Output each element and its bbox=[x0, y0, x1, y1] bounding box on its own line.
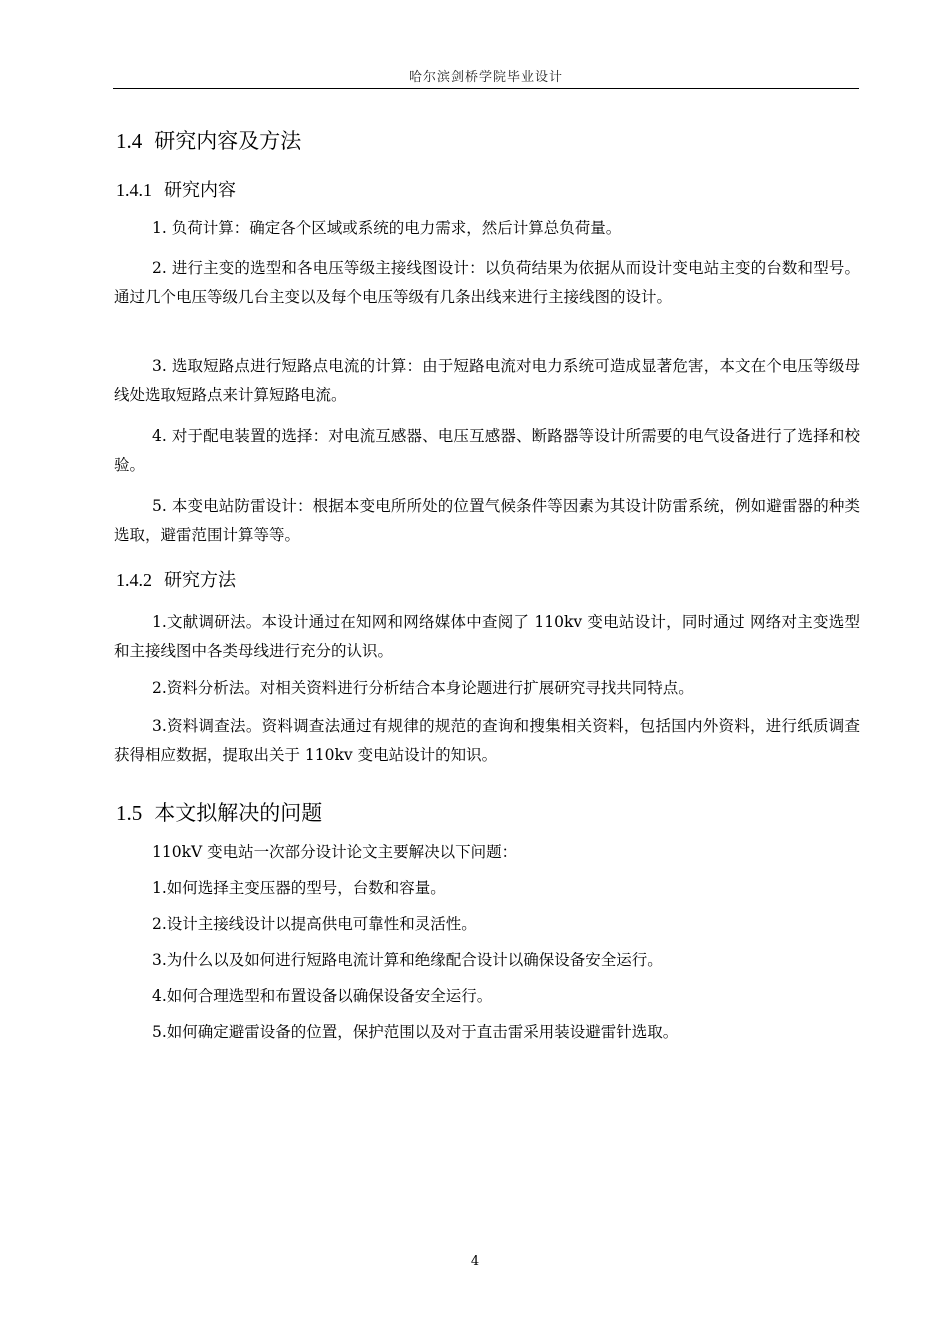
content-item: 1. 负荷计算：确定各个区域或系统的电力需求，然后计算总负荷量。 bbox=[152, 219, 622, 237]
header-rule bbox=[113, 88, 859, 89]
method-item: 3.资料调查法。资料调查法通过有规律的规范的查询和搜集相关资料，包括国内外资料，进行纸质调查获得相应数据，提取出关于 110kv 变电站设计的知识。 bbox=[114, 717, 860, 764]
content-item: 2. 进行主变的选型和各电压等级主接线图设计：以负荷结果为依据从而设计变电站主变的台数和型号。通过几个电压等级几台主变以及每个电压等级有几条出线来进行主接线图的设计。 bbox=[114, 259, 860, 306]
section-heading-1-4-2 bbox=[116, 566, 236, 592]
section-heading-1-4-1 bbox=[116, 176, 236, 202]
content-item: 4. 对于配电装置的选择：对电流互感器、电压互感器、断路器等设计所需要的电气设备进行了选择和校验。 bbox=[114, 427, 860, 474]
section-title: 研究方法 bbox=[164, 570, 236, 591]
problem-item: 3.为什么以及如何进行短路电流计算和绝缘配合设计以确保设备安全运行。 bbox=[152, 951, 663, 969]
section-title: 研究内容 bbox=[164, 180, 236, 201]
section-number: 1.4 bbox=[116, 129, 143, 153]
content-item: 5. 本变电站防雷设计：根据本变电所所处的位置气候条件等因素为其设计防雷系统，例如避雷器的种类选取，避雷范围计算等等。 bbox=[114, 497, 860, 544]
section-heading-1-5 bbox=[116, 797, 322, 827]
section-number: 1.5 bbox=[116, 801, 143, 825]
section-heading-1-4 bbox=[116, 125, 301, 155]
method-item: 2.资料分析法。对相关资料进行分析结合本身论题进行扩展研究寻找共同特点。 bbox=[152, 679, 694, 697]
section-number: 1.4.2 bbox=[116, 570, 152, 590]
section-title: 本文拟解决的问题 bbox=[154, 801, 323, 825]
problems-intro: 110kV 变电站一次部分设计论文主要解决以下问题： bbox=[152, 843, 518, 861]
section-title: 研究内容及方法 bbox=[154, 129, 302, 153]
page-header: 哈尔滨剑桥学院毕业设计 bbox=[408, 70, 563, 85]
method-item: 1.文献调研法。本设计通过在知网和网络媒体中查阅了 110kv 变电站设计，同时通过 网络对主变选型和主接线图中各类母线进行充分的认识。 bbox=[114, 613, 860, 660]
problem-item: 5.如何确定避雷设备的位置，保护范围以及对于直击雷采用装设避雷针选取。 bbox=[152, 1023, 679, 1041]
page-number: 4 bbox=[470, 1254, 480, 1269]
problem-item: 2.设计主接线设计以提高供电可靠性和灵活性。 bbox=[152, 915, 477, 933]
problem-item: 4.如何合理选型和布置设备以确保设备安全运行。 bbox=[152, 987, 493, 1005]
section-number: 1.4.1 bbox=[116, 180, 152, 200]
problem-item: 1.如何选择主变压器的型号，台数和容量。 bbox=[152, 879, 446, 897]
content-item: 3. 选取短路点进行短路点电流的计算：由于短路电流对电力系统可造成显著危害，本文在个电压等级母线处选取短路点来计算短路电流。 bbox=[114, 357, 860, 404]
